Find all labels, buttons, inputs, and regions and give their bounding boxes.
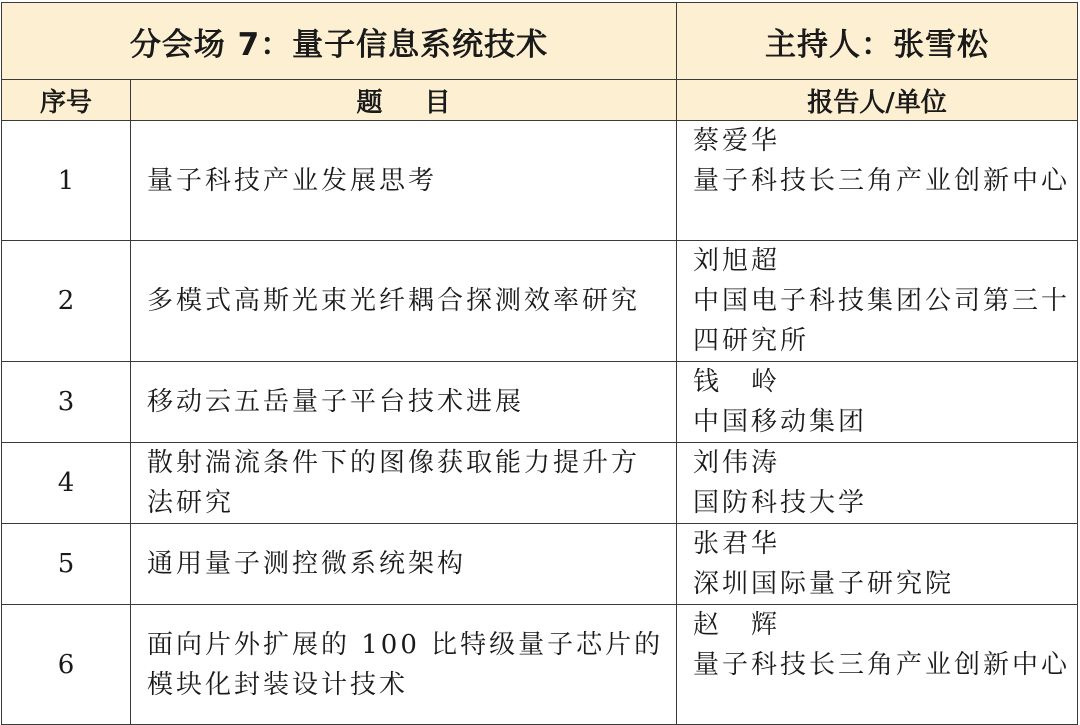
row-index: 6 (2, 605, 131, 725)
row-speaker (677, 362, 1078, 443)
row-speaker (677, 443, 1078, 524)
speaker-name: 张君华 (693, 529, 781, 559)
table-row (2, 443, 1078, 524)
column-header-index: 序号 (2, 80, 131, 121)
column-header-topic: 题目 (131, 80, 677, 121)
table-row (2, 241, 1078, 362)
row-topic: 量子科技产业发展思考 (131, 121, 677, 241)
table-row (2, 121, 1078, 241)
row-speaker (677, 241, 1078, 362)
session-agenda-table (1, 2, 1078, 725)
row-index: 3 (2, 362, 131, 443)
row-speaker (677, 121, 1078, 241)
table-row (2, 605, 1078, 725)
speaker-organization: 量子科技长三角产业创新中心 (693, 166, 1071, 196)
speaker-organization: 量子科技长三角产业创新中心 (693, 650, 1071, 680)
speaker-organization: 国防科技大学 (693, 488, 868, 518)
row-index: 1 (2, 121, 131, 241)
row-index: 5 (2, 524, 131, 605)
speaker-name: 刘伟涛 (693, 448, 781, 478)
column-header-row (2, 80, 1078, 121)
speaker-organization: 中国电子科技集团公司第三十四研究所 (693, 286, 1071, 356)
row-speaker (677, 605, 1078, 725)
session-title-row (2, 3, 1078, 80)
session-host: 主持人：张雪松 (677, 3, 1078, 80)
speaker-organization: 深圳国际量子研究院 (693, 569, 955, 599)
row-index: 2 (2, 241, 131, 362)
row-topic: 移动云五岳量子平台技术进展 (131, 362, 677, 443)
speaker-name: 钱 岭 (693, 367, 781, 397)
row-index: 4 (2, 443, 131, 524)
speaker-name: 刘旭超 (693, 246, 781, 276)
speaker-name: 蔡爱华 (693, 126, 781, 156)
row-speaker (677, 524, 1078, 605)
speaker-name: 赵 辉 (693, 610, 781, 640)
column-header-speaker: 报告人/单位 (677, 80, 1078, 121)
row-topic: 多模式高斯光束光纤耦合探测效率研究 (131, 241, 677, 362)
table-row (2, 524, 1078, 605)
session-title: 分会场 7：量子信息系统技术 (2, 3, 677, 80)
row-topic: 面向片外扩展的 100 比特级量子芯片的模块化封装设计技术 (131, 605, 677, 725)
speaker-organization: 中国移动集团 (693, 407, 868, 437)
row-topic: 通用量子测控微系统架构 (131, 524, 677, 605)
row-topic: 散射湍流条件下的图像获取能力提升方法研究 (131, 443, 677, 524)
table-row (2, 362, 1078, 443)
